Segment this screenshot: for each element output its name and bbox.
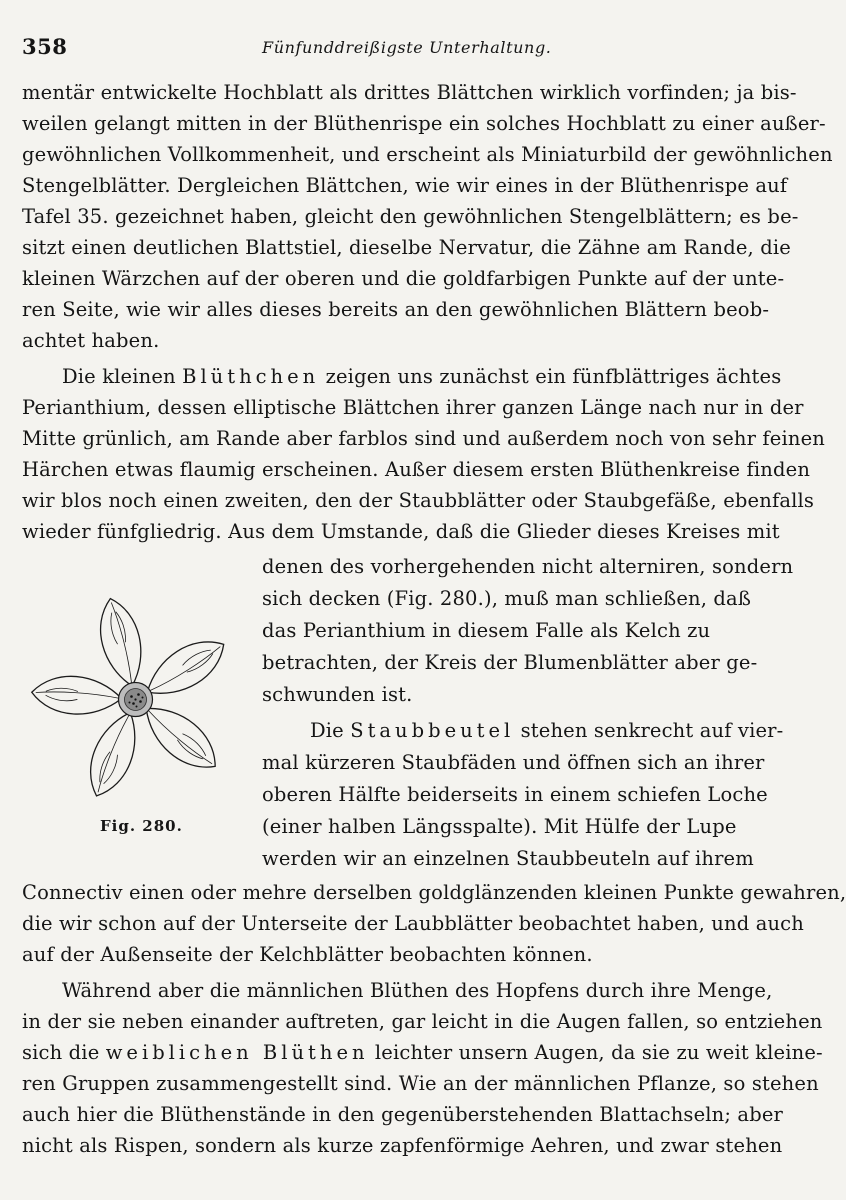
- text-span: zeigen uns zunächst ein fünfblättriges ächtes: [319, 365, 782, 388]
- text-line: Während aber die männlichen Blüthen des Hopfens durch ihre Menge,: [62, 979, 773, 1002]
- text-line: Connectiv einen oder mehre derselben goldglänzenden kleinen Punkte gewahren,: [22, 881, 846, 904]
- text-span: Die kleinen: [62, 365, 183, 388]
- text-line: denen des vorhergehenden nicht alterniren, sondern: [262, 555, 794, 578]
- text-span: stehen senkrecht auf vier-: [514, 719, 784, 742]
- text-line: mal kürzeren Staubfäden und öffnen sich an ihrer: [262, 751, 765, 774]
- page-number: 358: [22, 34, 68, 59]
- text-span: nicht als: [22, 1134, 114, 1157]
- text-line: Härchen etwas flaumig erscheinen. Außer diesem ersten Blüthenkreise finden: [22, 458, 811, 481]
- text-line: [22, 1133, 782, 1159]
- text-span: sich die: [22, 1041, 106, 1064]
- figure-caption: Fig. 280.: [100, 817, 183, 835]
- flower-illustration: [28, 592, 243, 807]
- text-line: Perianthium, dessen elliptische Blättchen ihrer ganzen Länge nach nur in der: [22, 396, 804, 419]
- text-line: ren Seite, wie wir alles dieses bereits an den gewöhnlichen Blättern beob-: [22, 298, 770, 321]
- text-line: sich decken (Fig. 280.), muß man schließen, daß: [262, 587, 752, 610]
- text-line: achtet haben.: [22, 329, 160, 352]
- text-line: auch hier die Blüthenstände in den gegenüberstehenden Blattachseln; aber: [22, 1103, 783, 1126]
- flower-drawing: [28, 592, 243, 807]
- spaced-term: weiblichen Blüthen: [105, 1041, 369, 1064]
- text-line: betrachten, der Kreis der Blumenblätter aber ge-: [262, 651, 758, 674]
- text-line: mentär entwickelte Hochblatt als drittes Blättchen wirklich vorfinden; ja bis-: [22, 81, 797, 104]
- text-line: [62, 364, 781, 390]
- spaced-term: Blüthchen: [182, 365, 320, 388]
- running-title: Fünfunddreißigste Unterhaltung.: [262, 38, 552, 57]
- text-line: gewöhnlichen Vollkommenheit, und erscheint als Miniaturbild der gewöhnlichen: [22, 143, 833, 166]
- text-line: das Perianthium in diesem Falle als Kelch zu: [262, 619, 711, 642]
- text-line: wieder fünfgliedrig. Aus dem Umstande, daß die Glieder dieses Kreises mit: [22, 520, 780, 543]
- text-line: kleinen Wärzchen auf der oberen und die goldfarbigen Punkte auf der unte-: [22, 267, 785, 290]
- text-line: Tafel 35. gezeichnet haben, gleicht den gewöhnlichen Stengelblättern; es be-: [22, 205, 799, 228]
- text-line: wir blos noch einen zweiten, den der Staubblätter oder Staubgefäße, ebenfalls: [22, 489, 815, 512]
- text-line: die wir schon auf der Unterseite der Laubblätter beobachtet haben, und auch: [22, 912, 804, 935]
- text-span: , sondern als kurze zapfenförmige Aehren, und zwar stehen: [182, 1134, 783, 1157]
- text-line: auf der Außenseite der Kelchblätter beobachten können.: [22, 943, 593, 966]
- text-line: oberen Hälfte beiderseits in einem schiefen Loche: [262, 783, 768, 806]
- text-line: sitzt einen deutlichen Blattstiel, dieselbe Nervatur, die Zähne am Rande, die: [22, 236, 791, 259]
- text-line: werden wir an einzelnen Staubbeuteln auf ihrem: [262, 847, 754, 870]
- text-line: Stengelblätter. Dergleichen Blättchen, wie wir eines in der Blüthenrispe auf: [22, 174, 788, 197]
- text-line: Mitte grünlich, am Rande aber farblos sind und außerdem noch von sehr feinen: [22, 427, 825, 450]
- emphasis-term: Rispen: [113, 1134, 183, 1157]
- text-line: schwunden ist.: [262, 683, 413, 706]
- text-span: leichter unsern Augen, da sie zu weit kleine-: [368, 1041, 823, 1064]
- spaced-term: Staubbeutel: [350, 719, 515, 742]
- text-line: ren Gruppen zusammengestellt sind. Wie an der männlichen Pflanze, so stehen: [22, 1072, 819, 1095]
- text-line: (einer halben Längsspalte). Mit Hülfe der Lupe: [262, 815, 737, 838]
- text-line: weilen gelangt mitten in der Blüthenrispe ein solches Hochblatt zu einer außer-: [22, 112, 826, 135]
- text-line: [22, 1040, 823, 1066]
- page-header: [22, 34, 710, 62]
- text-line: [310, 718, 783, 744]
- text-line: in der sie neben einander auftreten, gar leicht in die Augen fallen, so entziehen: [22, 1010, 823, 1033]
- text-span: Die: [310, 719, 351, 742]
